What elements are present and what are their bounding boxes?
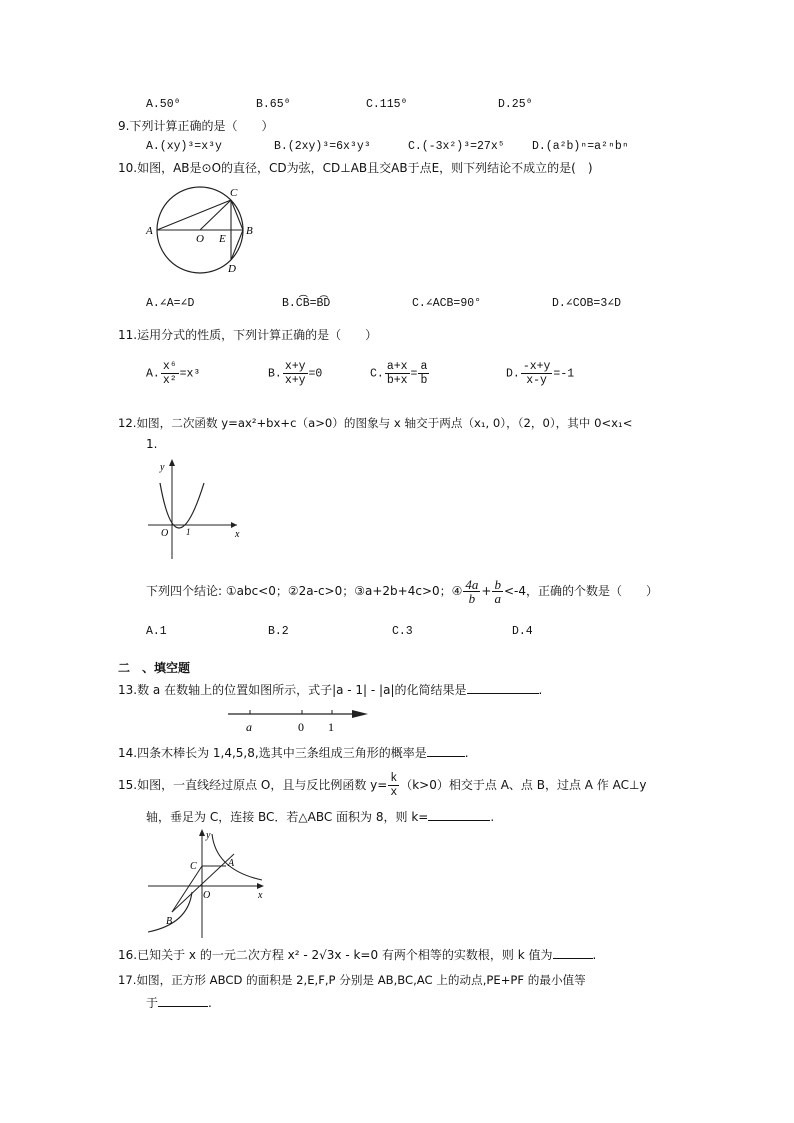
- label-b: B: [166, 916, 173, 927]
- y-axis-arrow: [199, 829, 205, 836]
- q17-answer-blank: [158, 994, 208, 1007]
- q15-stem-line1: 15.如图，一直线经过原点 O，且与反比例函数 y= $\frac{k}{x}$ （k>0）相交于点 A、点 B，过点 A 作 AC⊥y: [118, 772, 647, 799]
- label-a: a: [246, 720, 252, 734]
- q11-stem: 11.运用分式的性质，下列计算正确的是（ ）: [118, 328, 378, 342]
- q9-stem: 9.下列计算正确的是（ ）: [118, 119, 274, 133]
- q11-option-a: A. $\frac{\text{x⁶}}{\text{x²}}$ =x³: [146, 360, 201, 387]
- q9-option-b: B.(2xy)³=6x³y³: [274, 140, 371, 153]
- q12-option-a: A.1: [146, 625, 167, 638]
- q11-option-b: B. $\frac{x+y}{x+y}$ =0: [268, 360, 323, 387]
- q17-stem-line2: 于 .: [146, 996, 212, 1010]
- label-c: C: [230, 187, 238, 199]
- segment-bc: [172, 866, 202, 912]
- number-line-arrow: [352, 710, 368, 718]
- q16-stem: 16.已知关于 x 的一元二次方程 x² - 2√3x - k=0 有两个相等的实数根，则 k 值为 .: [118, 948, 597, 962]
- y-axis-arrow: [169, 459, 175, 466]
- q8-option-d: D.25⁰: [498, 98, 533, 111]
- q12-option-c: C.3: [392, 625, 413, 638]
- q12-stem-line1: 12.如图，二次函数 y=ax²+bx+c（a>0）的图象与 x 轴交于两点（x₁, 0），（2，0），其中 0<x₁<: [118, 416, 633, 430]
- q14-answer-blank: [427, 744, 465, 757]
- q13-number-line: [224, 704, 374, 734]
- label-0: 0: [298, 720, 304, 734]
- label-d: D: [228, 263, 236, 275]
- q9-option-c: C.(-3x²)³=27x⁵: [408, 140, 505, 153]
- label-x: x: [258, 890, 263, 901]
- hyperbola-branch-1: [212, 834, 262, 880]
- q9-option-d: D.(a²b)ⁿ=a²ⁿbⁿ: [532, 140, 629, 153]
- label-y: y: [160, 462, 165, 473]
- q12-stem-line2: 1.: [146, 437, 158, 451]
- q15-stem-line2: 轴，垂足为 C，连接 BC．若△ABC 面积为 8，则 k= .: [146, 810, 495, 824]
- q8-option-c: C.115⁰: [366, 98, 408, 111]
- section-fill-blank-title: 二 、填空题: [118, 661, 191, 675]
- q16-answer-blank: [553, 946, 593, 959]
- q10-option-a: A.∠A=∠D: [146, 297, 195, 310]
- label-x: x: [235, 529, 240, 540]
- line-through-origin: [172, 854, 234, 912]
- label-e: E: [219, 233, 226, 245]
- label-o: O: [203, 890, 211, 901]
- label-1: 1: [328, 720, 334, 734]
- segment-oc: [200, 200, 231, 230]
- q12-option-d: D.4: [512, 625, 533, 638]
- q8-option-b: B.65⁰: [256, 98, 291, 111]
- q10-circle-figure: [140, 178, 260, 278]
- x-axis-arrow: [231, 522, 237, 528]
- q10-stem: 10.如图，AB是⊙O的直径，CD为弦，CD⊥AB且交AB于点E，则下列结论不成立的是( ): [118, 161, 593, 175]
- q12-option-b: B.2: [268, 625, 289, 638]
- label-o: O: [161, 528, 169, 539]
- label-y: y: [206, 830, 211, 841]
- label-o: O: [196, 233, 204, 245]
- q10-option-b: B.C͡B=B͡D: [282, 297, 331, 310]
- q11-option-d: D. $\frac{-x+y}{x-y}$ =-1: [506, 360, 575, 387]
- label-b: B: [246, 225, 253, 237]
- q13-stem: 13.数 a 在数轴上的位置如图所示，式子|a - 1| - |a|的化简结果是 .: [118, 683, 543, 697]
- x-axis-arrow: [257, 883, 264, 889]
- label-1: 1: [186, 527, 191, 537]
- q15-hyperbola-figure: [144, 826, 272, 942]
- q10-option-c: C.∠ACB=90°: [412, 297, 482, 310]
- parabola: [160, 483, 204, 528]
- q12-parabola-figure: [142, 455, 242, 565]
- q14-stem: 14.四条木棒长为 1,4,5,8,选其中三条组成三角形的概率是 .: [118, 746, 469, 760]
- q8-option-a: A.50⁰: [146, 98, 181, 111]
- label-c: C: [190, 861, 197, 872]
- label-a: A: [228, 858, 235, 869]
- segment-ac: [157, 200, 231, 230]
- q15-answer-blank: [428, 808, 490, 821]
- q17-stem-line1: 17.如图，正方形 ABCD 的面积是 2,E,F,P 分别是 AB,BC,AC 上的动点,PE+PF 的最小值等: [118, 973, 586, 987]
- segment-bd: [231, 230, 243, 260]
- segment-bc: [231, 200, 243, 230]
- q11-option-c: C. $\frac{a+x}{b+x}$ = $\frac{a}{b}$: [370, 360, 428, 387]
- label-a: A: [146, 225, 153, 237]
- q12-conditions: 下列四个结论: ①abc<0；②2a-c>0；③a+2b+4c>0；④ $\frac{4a}{b}$ + $\frac{b}{a}$ <-4，正确的个数是（ ）: [146, 577, 658, 606]
- q13-answer-blank: [467, 681, 539, 694]
- q9-option-a: A.(xy)³=x³y: [146, 140, 222, 153]
- q10-option-d: D.∠COB=3∠D: [552, 297, 622, 310]
